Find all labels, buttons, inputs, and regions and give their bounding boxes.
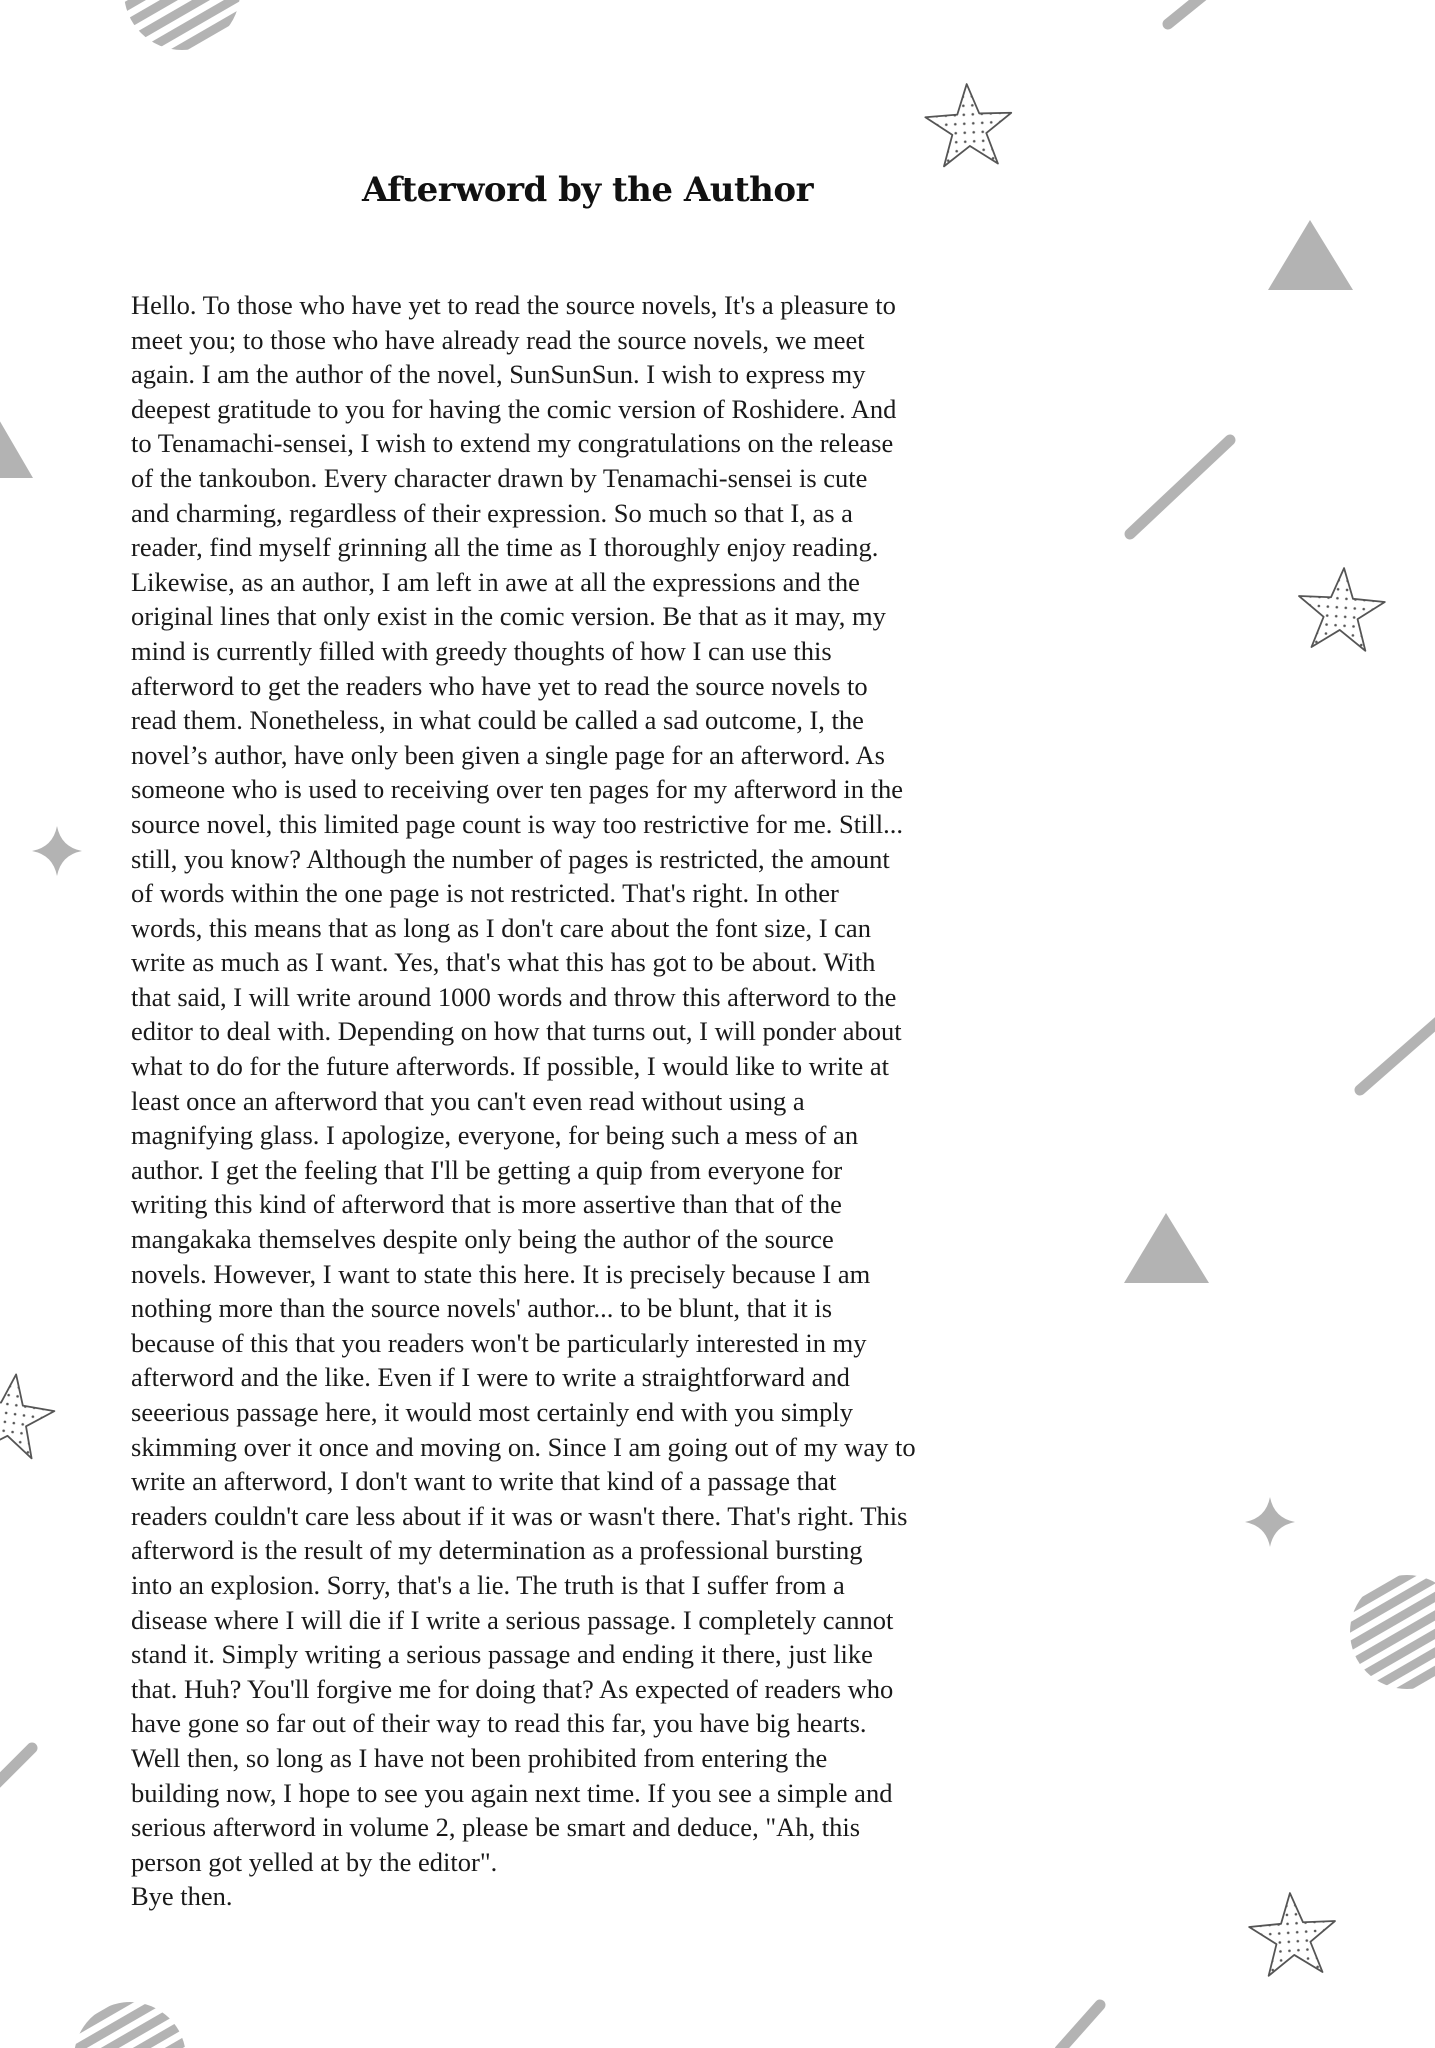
text-line: and charming, regardless of their expression. So much so that I, as a xyxy=(131,497,853,528)
text-line: seeerious passage here, it would most certainly end with you simply xyxy=(131,1397,853,1427)
text-line: writing this kind of afterword that is more assertive than that of the xyxy=(131,1189,842,1220)
text-line: to Tenamachi-sensei, I wish to extend my congratulations on the release xyxy=(131,428,894,459)
text-line: stand it. Simply writing a serious passage and ending it there, just like xyxy=(131,1639,873,1670)
triangle-left-edge xyxy=(0,418,33,478)
text-line: afterword and the like. Even if I were to write a straightforward and xyxy=(131,1362,850,1393)
striped-circle-bottom-left xyxy=(74,2002,186,2048)
triangle-top-right xyxy=(1268,220,1353,290)
text-line: novel’s author, have only been given a single page for an afterword. As xyxy=(131,739,885,770)
text-line: editor to deal with. Depending on how that turns out, I will ponder about xyxy=(131,1016,902,1047)
diagonal-bar-right-edge xyxy=(1360,1020,1435,1090)
text-line: source novel, this limited page count is way too restrictive for me. Still... xyxy=(131,808,904,839)
striped-circle-top-left xyxy=(124,0,240,50)
text-line: someone who is used to receiving over ten pages for my afterword in the xyxy=(131,774,903,805)
text-line: novels. However, I want to state this here. It is precisely because I am xyxy=(131,1258,871,1289)
text-line: serious afterword in volume 2, please be smart and deduce, "Ah, this xyxy=(131,1812,861,1843)
diagonal-bar-bottom xyxy=(1060,2005,1100,2048)
text-line: author. I get the feeling that I'll be getting a quip from everyone for xyxy=(131,1154,843,1185)
triangle-mid-right xyxy=(1124,1213,1209,1283)
text-line: least once an afterword that you can't even read without using a xyxy=(131,1085,805,1116)
text-line: meet you; to those who have already read the source novels, we meet xyxy=(131,324,865,355)
text-line: read them. Nonetheless, in what could be called a sad outcome, I, the xyxy=(131,705,864,736)
sparkle-left xyxy=(32,826,82,876)
text-line: mind is currently filled with greedy thoughts of how I can use this xyxy=(131,635,832,666)
page-title: Afterword by the Author xyxy=(361,170,813,210)
text-line: Hello. To those who have yet to read the source novels, It's a pleasure to xyxy=(131,290,896,320)
text-line: readers couldn't care less about if it was or wasn't there. That's right. This xyxy=(131,1500,908,1531)
dotted-star-bottom-right xyxy=(1247,1890,1338,1977)
text-line: into an explosion. Sorry, that's a lie. The truth is that I suffer from a xyxy=(131,1569,845,1600)
diagonal-bar-mid-right xyxy=(1130,440,1230,534)
text-line: because of this that you readers won't be particularly interested in my xyxy=(131,1327,867,1358)
text-line: afterword to get the readers who have yet to read the source novels to xyxy=(131,670,868,701)
diagonal-bar-top-right xyxy=(1168,0,1210,24)
text-line: of words within the one page is not restricted. That's right. In other xyxy=(131,878,839,909)
text-line: that. Huh? You'll forgive me for doing that? As expected of readers who xyxy=(131,1673,894,1704)
text-line: that said, I will write around 1000 words and throw this afterword to the xyxy=(131,981,897,1012)
text-line: building now, I hope to see you again next time. If you see a simple and xyxy=(131,1777,893,1808)
text-line: magnifying glass. I apologize, everyone, for being such a mess of an xyxy=(131,1120,859,1151)
text-line: Likewise, as an author, I am left in awe at all the expressions and the xyxy=(131,566,860,597)
text-line: original lines that only exist in the comic version. Be that as it may, my xyxy=(131,601,886,632)
text-line: write as much as I want. Yes, that's what this has got to be about. With xyxy=(131,947,876,978)
afterword-body xyxy=(131,288,1061,1914)
text-line: of the tankoubon. Every character drawn by Tenamachi-sensei is cute xyxy=(131,462,868,493)
text-line: again. I am the author of the novel, SunSunSun. I wish to express my xyxy=(131,359,866,390)
text-line: deepest gratitude to you for having the comic version of Roshidere. And xyxy=(131,393,897,424)
text-line: what to do for the future afterwords. If possible, I would like to write at xyxy=(131,1051,889,1082)
text-line: disease where I will die if I write a serious passage. I completely cannot xyxy=(131,1604,894,1635)
text-line: still, you know? Although the number of pages is restricted, the amount xyxy=(131,843,890,874)
text-line: mangakaka themselves despite only being the author of the source xyxy=(131,1224,834,1255)
text-line: person got yelled at by the editor". xyxy=(131,1846,498,1877)
text-line: reader, find myself grinning all the time as I thoroughly enjoy reading. xyxy=(131,532,879,563)
text-line: afterword is the result of my determination as a professional bursting xyxy=(131,1535,863,1566)
diagonal-bar-left-edge xyxy=(0,1748,32,1790)
sparkle-right xyxy=(1245,1497,1295,1547)
text-line: nothing more than the source novels' author... to be blunt, that it is xyxy=(131,1293,833,1324)
text-line: Bye then. xyxy=(131,1881,233,1912)
text-line: Well then, so long as I have not been prohibited from entering the xyxy=(131,1742,828,1773)
text-line: skimming over it once and moving on. Since I am going out of my way to xyxy=(131,1431,916,1462)
dotted-star-right xyxy=(1296,565,1387,652)
text-line: words, this means that as long as I don't care about the font size, I can xyxy=(131,912,871,943)
text-line: write an afterword, I don't want to write that kind of a passage that xyxy=(131,1466,837,1497)
dotted-star-left-edge xyxy=(0,1368,59,1460)
text-line: have gone so far out of their way to read this far, you have big hearts. xyxy=(131,1708,867,1739)
dotted-star-top xyxy=(924,82,1014,167)
striped-circle-right xyxy=(1350,1575,1435,1689)
